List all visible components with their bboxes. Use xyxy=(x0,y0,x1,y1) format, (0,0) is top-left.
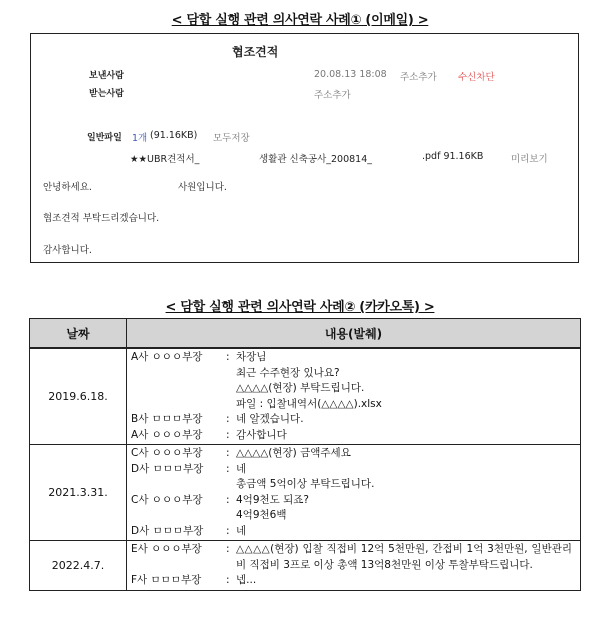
message-line: 4억9천6백 xyxy=(236,509,287,521)
message-line: 차장님 xyxy=(236,351,267,363)
message-line: △△△△(현장) 부탁드립니다. xyxy=(236,382,365,394)
attachment-file-prefix[interactable]: ★★UBR견적서_ xyxy=(130,154,200,165)
message-sender: D사 ㅁㅁㅁ부장 xyxy=(131,462,204,475)
message-text xyxy=(236,412,572,428)
message-sender: C사 ㅇㅇㅇ부장 xyxy=(131,447,203,459)
preview-button[interactable]: 미리보기 xyxy=(511,154,548,165)
message-line: 최근 수주현장 있나요? xyxy=(236,366,340,379)
chat-message xyxy=(131,573,572,589)
chat-message xyxy=(131,493,572,524)
message-sender: D사 ㅁㅁㅁ부장 xyxy=(131,524,204,537)
message-sender: B사 ㅁㅁㅁ부장 xyxy=(131,413,203,425)
kakao-table-body xyxy=(30,348,581,590)
row-date: 2021.3.31. xyxy=(30,445,127,541)
message-text xyxy=(236,428,572,444)
row-content xyxy=(127,445,581,541)
message-text xyxy=(236,573,572,589)
message-sender: C사 ㅇㅇㅇ부장 xyxy=(131,493,203,506)
email-greeting: 안녕하세요. xyxy=(43,182,92,193)
chat-message xyxy=(131,446,572,462)
kakao-messages-table xyxy=(29,318,581,591)
receiver-label: 받는사람 xyxy=(89,89,124,99)
attachment-count[interactable]: 1개 xyxy=(132,133,148,144)
message-sender: E사 ㅇㅇㅇ부장 xyxy=(131,543,202,555)
attachment-file-ext: .pdf 91.16KB xyxy=(422,151,484,162)
message-colon: : xyxy=(226,447,230,459)
email-intro: 사원입니다. xyxy=(178,182,227,193)
message-text xyxy=(236,493,572,524)
message-line: 4억9천도 되죠? xyxy=(236,493,309,506)
email-subject: 협조견적 xyxy=(232,45,279,59)
message-colon: : xyxy=(226,428,230,441)
message-colon: : xyxy=(226,574,230,586)
sender-label: 보낸사람 xyxy=(89,71,124,81)
row-date: 2022.4.7. xyxy=(30,541,127,591)
email-request: 협조견적 부탁드리겠습니다. xyxy=(43,213,160,224)
message-sender: A사 ㅇㅇㅇ부장 xyxy=(131,351,203,363)
message-text xyxy=(236,542,572,573)
message-text xyxy=(236,350,572,412)
message-sender: F사 ㅁㅁㅁ부장 xyxy=(131,574,202,586)
chat-message xyxy=(131,524,572,540)
email-screenshot-panel xyxy=(30,33,579,263)
message-line: 네 xyxy=(236,462,247,475)
table-row xyxy=(30,445,581,541)
message-line: △△△△(현장) 입찰 직접비 12억 5천만원, 간접비 1억 3천만원, 일반관리비 직접비 3프로 이상 총액 13억8천만원 이상 투찰부탁드립니다. xyxy=(236,543,572,571)
email-example-caption: < 담합 실행 관련 의사연락 사례① (이메일) > xyxy=(171,13,429,28)
attachment-size: (91.16KB) xyxy=(150,130,198,141)
attachment-label: 일반파일 xyxy=(87,133,122,143)
message-colon: : xyxy=(226,462,230,475)
message-line: 네 알겠습니다. xyxy=(236,413,304,425)
save-all-button[interactable]: 모두저장 xyxy=(213,133,250,144)
chat-message xyxy=(131,350,572,412)
message-text xyxy=(236,462,572,493)
message-colon: : xyxy=(226,351,230,363)
row-date: 2019.6.18. xyxy=(30,348,127,445)
message-colon: : xyxy=(226,524,230,537)
message-sender: A사 ㅇㅇㅇ부장 xyxy=(131,428,203,441)
kakao-example-caption: < 담합 실행 관련 의사연락 사례② (카카오톡) > xyxy=(165,300,435,315)
chat-message xyxy=(131,412,572,428)
email-thanks: 감사합니다. xyxy=(43,245,92,256)
chat-message xyxy=(131,542,572,573)
chat-message xyxy=(131,462,572,493)
row-content xyxy=(127,348,581,445)
message-colon: : xyxy=(226,413,230,425)
message-line: 총금액 5억이상 부탁드립니다. xyxy=(236,478,375,490)
message-text xyxy=(236,524,572,540)
add-contact-link[interactable]: 주소추가 xyxy=(400,72,437,83)
row-content xyxy=(127,541,581,591)
message-line: 네 xyxy=(236,524,247,537)
message-line: 파일 : 입찰내역서(△△△△).xlsx xyxy=(236,397,382,410)
table-row xyxy=(30,348,581,445)
chat-message xyxy=(131,428,572,444)
attachment-file-middle[interactable]: 생활관 신축공사_200814_ xyxy=(259,154,373,165)
add-contact-link-2[interactable]: 주소추가 xyxy=(314,90,351,101)
message-colon: : xyxy=(226,493,230,506)
message-line: 감사합니다 xyxy=(236,428,287,441)
message-text xyxy=(236,446,572,462)
table-row xyxy=(30,541,581,591)
header-date: 날짜 xyxy=(30,319,127,349)
message-colon: : xyxy=(226,543,230,555)
message-line: 넵... xyxy=(236,574,257,586)
table-header-row xyxy=(30,319,581,349)
header-content: 내용(발췌) xyxy=(127,319,581,349)
block-sender-link[interactable]: 수신차단 xyxy=(458,72,495,83)
email-date: 20.08.13 18:08 xyxy=(314,69,387,80)
message-line: △△△△(현장) 금액주세요 xyxy=(236,447,351,459)
